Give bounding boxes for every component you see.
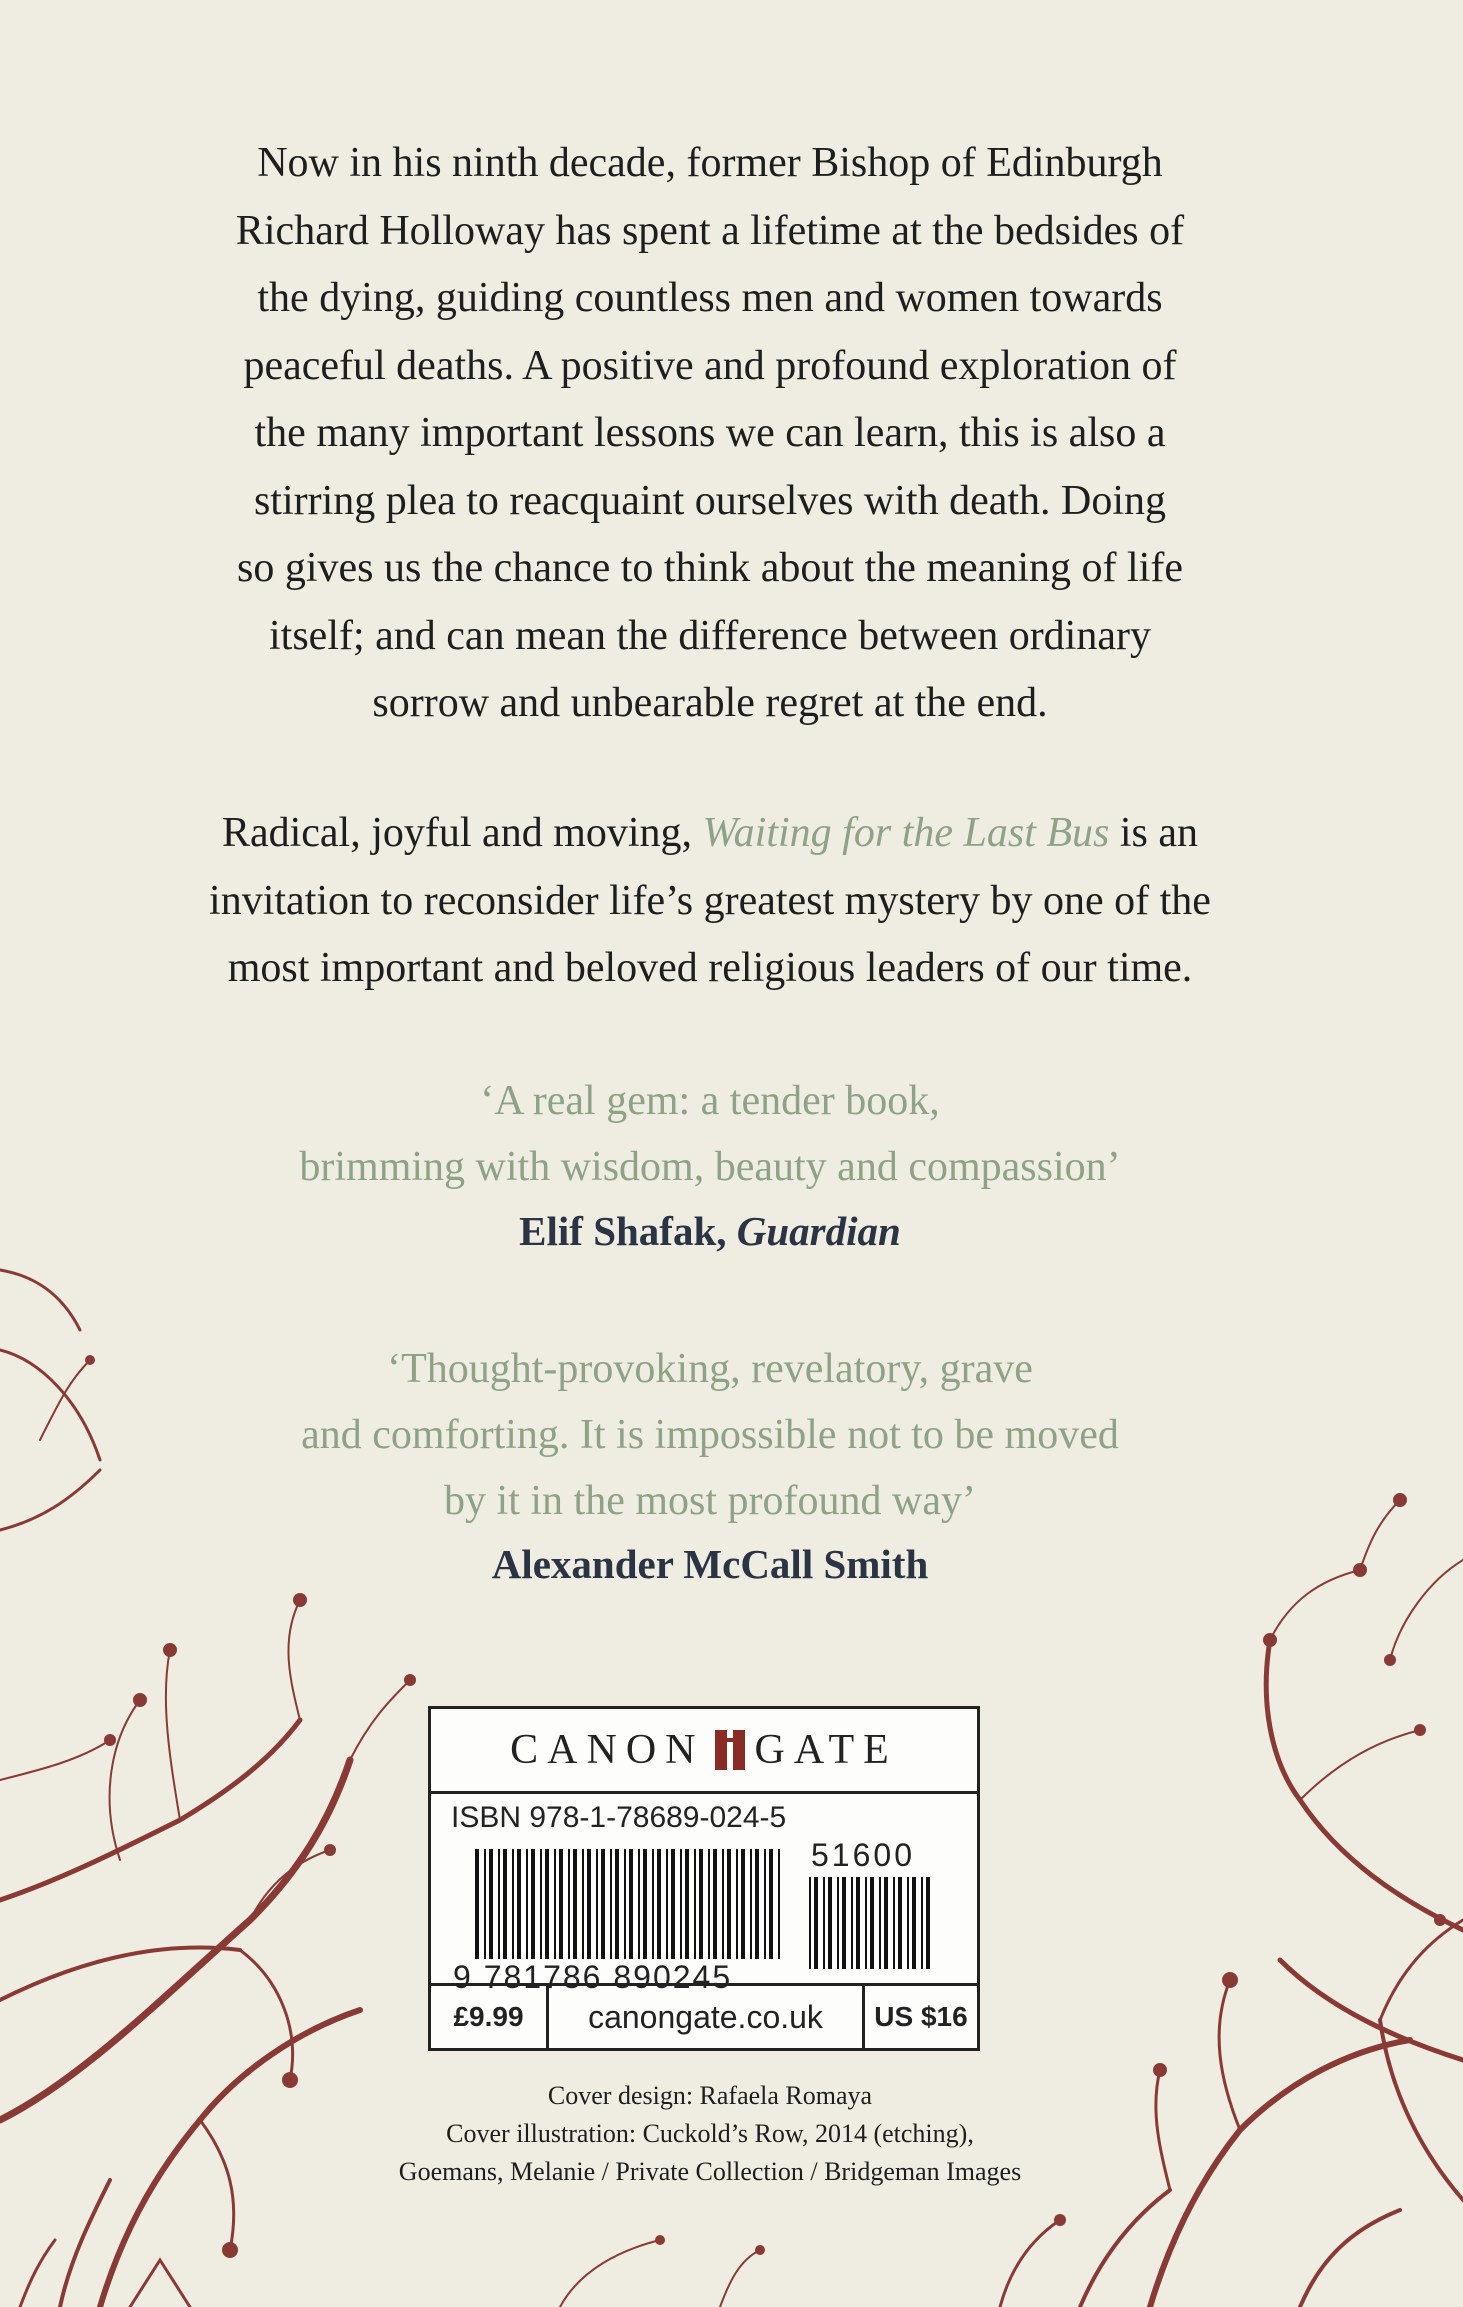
barcode-bar <box>921 1877 923 1969</box>
barcode-bar <box>809 1877 811 1969</box>
barcode-bar <box>870 1877 874 1969</box>
barcode-bar <box>851 1877 853 1969</box>
barcode-bar <box>769 1849 773 1959</box>
barcode-bar <box>559 1849 563 1959</box>
barcode-bar <box>764 1849 766 1959</box>
price-row <box>431 1983 977 2048</box>
blurb-text: Radical, joyful and moving, <box>221 810 703 856</box>
blurb-line: so gives us the chance to think about the meaning of life <box>237 545 1183 591</box>
blurb-line: the many important lessons we can learn, this is also a <box>254 410 1166 456</box>
barcode-bar <box>842 1877 846 1969</box>
barcode-bar <box>708 1849 710 1959</box>
publisher-name-left: CANON <box>510 1727 705 1773</box>
barcode-bar <box>652 1849 654 1959</box>
barcode-digits: 9 781786 890245 <box>453 1959 733 1995</box>
barcode-bar <box>713 1849 717 1959</box>
barcode-bar <box>926 1877 930 1969</box>
credit-line: Cover illustration: Cuckold’s Row, 2014 (etching), <box>446 2119 974 2148</box>
quote-line: by it in the most profound way’ <box>444 1478 976 1524</box>
barcode-bar <box>540 1849 542 1959</box>
barcode-bar <box>624 1849 626 1959</box>
barcode-bar <box>601 1849 605 1959</box>
barcode-bar <box>680 1849 682 1959</box>
quote-line: brimming with wisdom, beauty and compassion’ <box>299 1144 1121 1190</box>
barcode-bar <box>657 1849 661 1959</box>
quote-publication: Guardian <box>736 1208 901 1254</box>
barcode-bar <box>638 1849 640 1959</box>
review-quote-2 <box>150 1336 1270 1534</box>
barcode-bar <box>517 1849 521 1959</box>
barcode-bar <box>837 1877 839 1969</box>
barcode-bar <box>755 1849 759 1959</box>
barcode-bar <box>879 1877 881 1969</box>
barcode-bar <box>814 1877 818 1969</box>
blurb-line: sorrow and unbearable regret at the end. <box>372 680 1048 726</box>
barcode-bar <box>823 1877 825 1969</box>
barcode-bar <box>699 1849 703 1959</box>
barcode-bar <box>685 1849 689 1959</box>
blurb-line: Richard Holloway has spent a lifetime at the bedsides of <box>235 207 1185 254</box>
barcode-panel <box>428 1706 980 2051</box>
barcode-bar <box>503 1849 507 1959</box>
blurb-line: most important and beloved religious leaders of our time. <box>227 945 1193 991</box>
blurb-paragraph-2 <box>150 800 1270 1003</box>
cover-credits <box>250 2077 1170 2191</box>
barcode-bar <box>545 1849 549 1959</box>
quote-attribution-1 <box>150 1207 1270 1255</box>
blurb-line <box>150 800 1270 868</box>
blurb-paragraph-1 <box>150 130 1270 738</box>
isbn-number: ISBN 978-1-78689-024-5 <box>451 1801 787 1834</box>
price-usd: US $16 <box>874 2001 968 2032</box>
barcode-bar <box>643 1849 647 1959</box>
barcode-bar <box>610 1849 612 1959</box>
credit-line: Cover design: Rafaela Romaya <box>547 2081 873 2110</box>
book-title: Waiting for the Last Bus <box>702 810 1110 856</box>
blurb-line: itself; and can mean the difference between ordinary <box>269 612 1151 659</box>
publisher-website: canongate.co.uk <box>549 1986 865 2048</box>
barcode-bar <box>498 1849 500 1959</box>
barcode-bar <box>475 1849 479 1959</box>
price-gbp: £9.99 <box>431 1986 549 2048</box>
barcode-bar <box>778 1849 780 1959</box>
quote-line: ‘Thought-provoking, revelatory, grave <box>387 1346 1033 1392</box>
barcode-bar <box>587 1849 591 1959</box>
credit-line: Goemans, Melanie / Private Collection / Bridgeman Images <box>398 2157 1022 2186</box>
barcode-bar <box>573 1849 577 1959</box>
quote-author: Elif Shafak, <box>519 1208 737 1254</box>
quote-attribution-2 <box>150 1540 1270 1588</box>
barcode-bar <box>531 1849 535 1959</box>
barcode-bar <box>489 1849 493 1959</box>
barcode-bar <box>568 1849 570 1959</box>
barcode-bar <box>484 1849 486 1959</box>
barcode-bar <box>554 1849 556 1959</box>
quote-author: Alexander McCall Smith <box>491 1541 929 1587</box>
blurb-line: invitation to reconsider life’s greatest mystery by one of the <box>209 877 1211 924</box>
barcode-bar <box>898 1877 902 1969</box>
barcode-bar <box>884 1877 888 1969</box>
quote-line: and comforting. It is impossible not to be moved <box>301 1412 1119 1458</box>
blurb-line: stirring plea to reacquaint ourselves with death. Doing <box>253 477 1167 524</box>
barcode-bar <box>727 1849 731 1959</box>
blurb-text: is an <box>1109 810 1199 856</box>
barcode-bar <box>865 1877 867 1969</box>
barcode-bar <box>596 1849 598 1959</box>
barcode-bar <box>856 1877 860 1969</box>
barcode-bar <box>893 1877 895 1969</box>
barcode-bar <box>666 1849 668 1959</box>
blurb-line: peaceful deaths. A positive and profound exploration of <box>243 342 1177 389</box>
barcode-bar <box>671 1849 675 1959</box>
barcode-bar <box>694 1849 696 1959</box>
barcode-addon-number: 51600 <box>811 1837 915 1873</box>
barcode-bar <box>582 1849 584 1959</box>
barcode-bar <box>629 1849 633 1959</box>
publisher-name-right: GATE <box>754 1727 898 1773</box>
barcode-bar <box>615 1849 619 1959</box>
review-quote-1 <box>150 1068 1270 1200</box>
barcode-bar <box>907 1877 909 1969</box>
barcode-bar <box>741 1849 745 1959</box>
barcode-bar <box>512 1849 514 1959</box>
barcode-bar <box>828 1877 832 1969</box>
barcode-bar <box>750 1849 752 1959</box>
blurb-line: Now in his ninth decade, former Bishop of Edinburgh <box>257 140 1163 186</box>
blurb-line: the dying, guiding countless men and women towards <box>257 275 1163 321</box>
barcode-bar <box>736 1849 738 1959</box>
barcode-bar <box>912 1877 916 1969</box>
barcode-bar <box>526 1849 528 1959</box>
quote-line: ‘A real gem: a tender book, <box>480 1078 940 1124</box>
barcode-bar <box>722 1849 724 1959</box>
